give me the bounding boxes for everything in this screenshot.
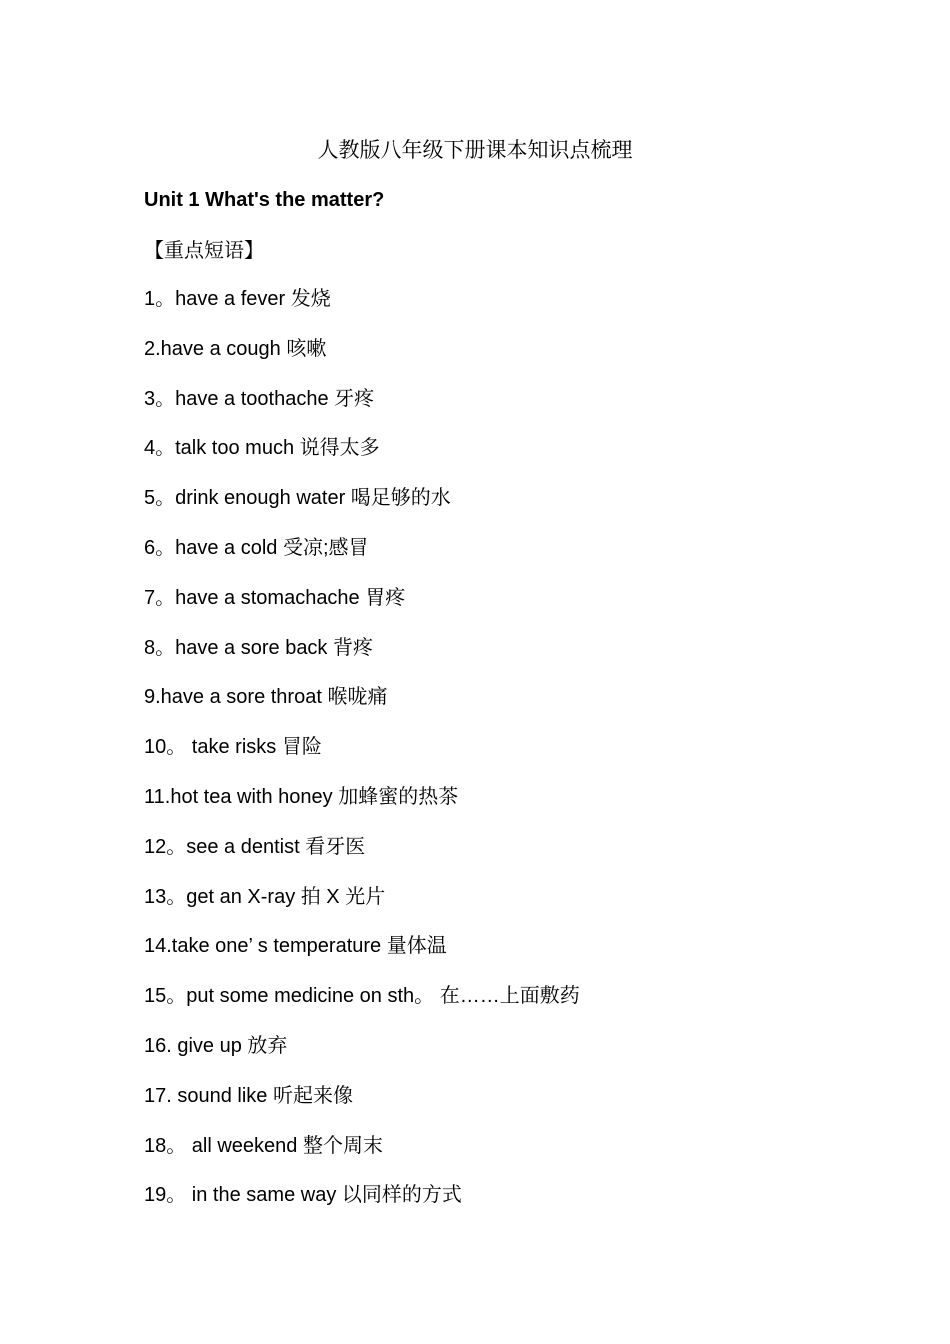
- phrase-item: 9.have a sore throat 喉咙痛: [144, 686, 388, 709]
- phrase-item: 5。drink enough water 喝足够的水: [144, 487, 451, 510]
- phrase-item: 17. sound like 听起来像: [144, 1084, 353, 1107]
- phrase-list: [144, 285, 580, 1231]
- phrase-item: 8。have a sore back 背疼: [144, 636, 373, 659]
- phrase-item: 18。 all weekend 整个周末: [144, 1134, 383, 1157]
- phrase-item: 15。put some medicine on sth。 在……上面敷药: [144, 985, 580, 1008]
- phrase-item: 11.hot tea with honey 加蜂蜜的热茶: [144, 785, 459, 808]
- phrase-item: 16. give up 放弃: [144, 1034, 288, 1057]
- unit-heading: Unit 1 What's the matter?: [144, 189, 385, 211]
- phrase-item: 6。have a cold 受凉;感冒: [144, 536, 369, 559]
- document-title: 人教版八年级下册课本知识点梳理: [317, 138, 633, 162]
- phrase-item: 12。see a dentist 看牙医: [144, 835, 366, 858]
- phrase-item: 13。get an X-ray 拍 X 光片: [144, 885, 386, 908]
- phrase-item: 10。 take risks 冒险: [144, 736, 322, 759]
- phrase-item: 7。have a stomachache 胃疼: [144, 586, 406, 609]
- section-heading: 【重点短语】: [144, 238, 264, 262]
- phrase-item: 2.have a cough 咳嗽: [144, 337, 327, 360]
- phrase-item: 3。have a toothache 牙疼: [144, 387, 375, 410]
- phrase-item: 14.take one’ s temperature 量体温: [144, 935, 447, 958]
- phrase-item: 19。 in the same way 以同样的方式: [144, 1184, 462, 1207]
- phrase-item: 1。have a fever 发烧: [144, 288, 331, 310]
- phrase-item: 4。talk too much 说得太多: [144, 437, 380, 460]
